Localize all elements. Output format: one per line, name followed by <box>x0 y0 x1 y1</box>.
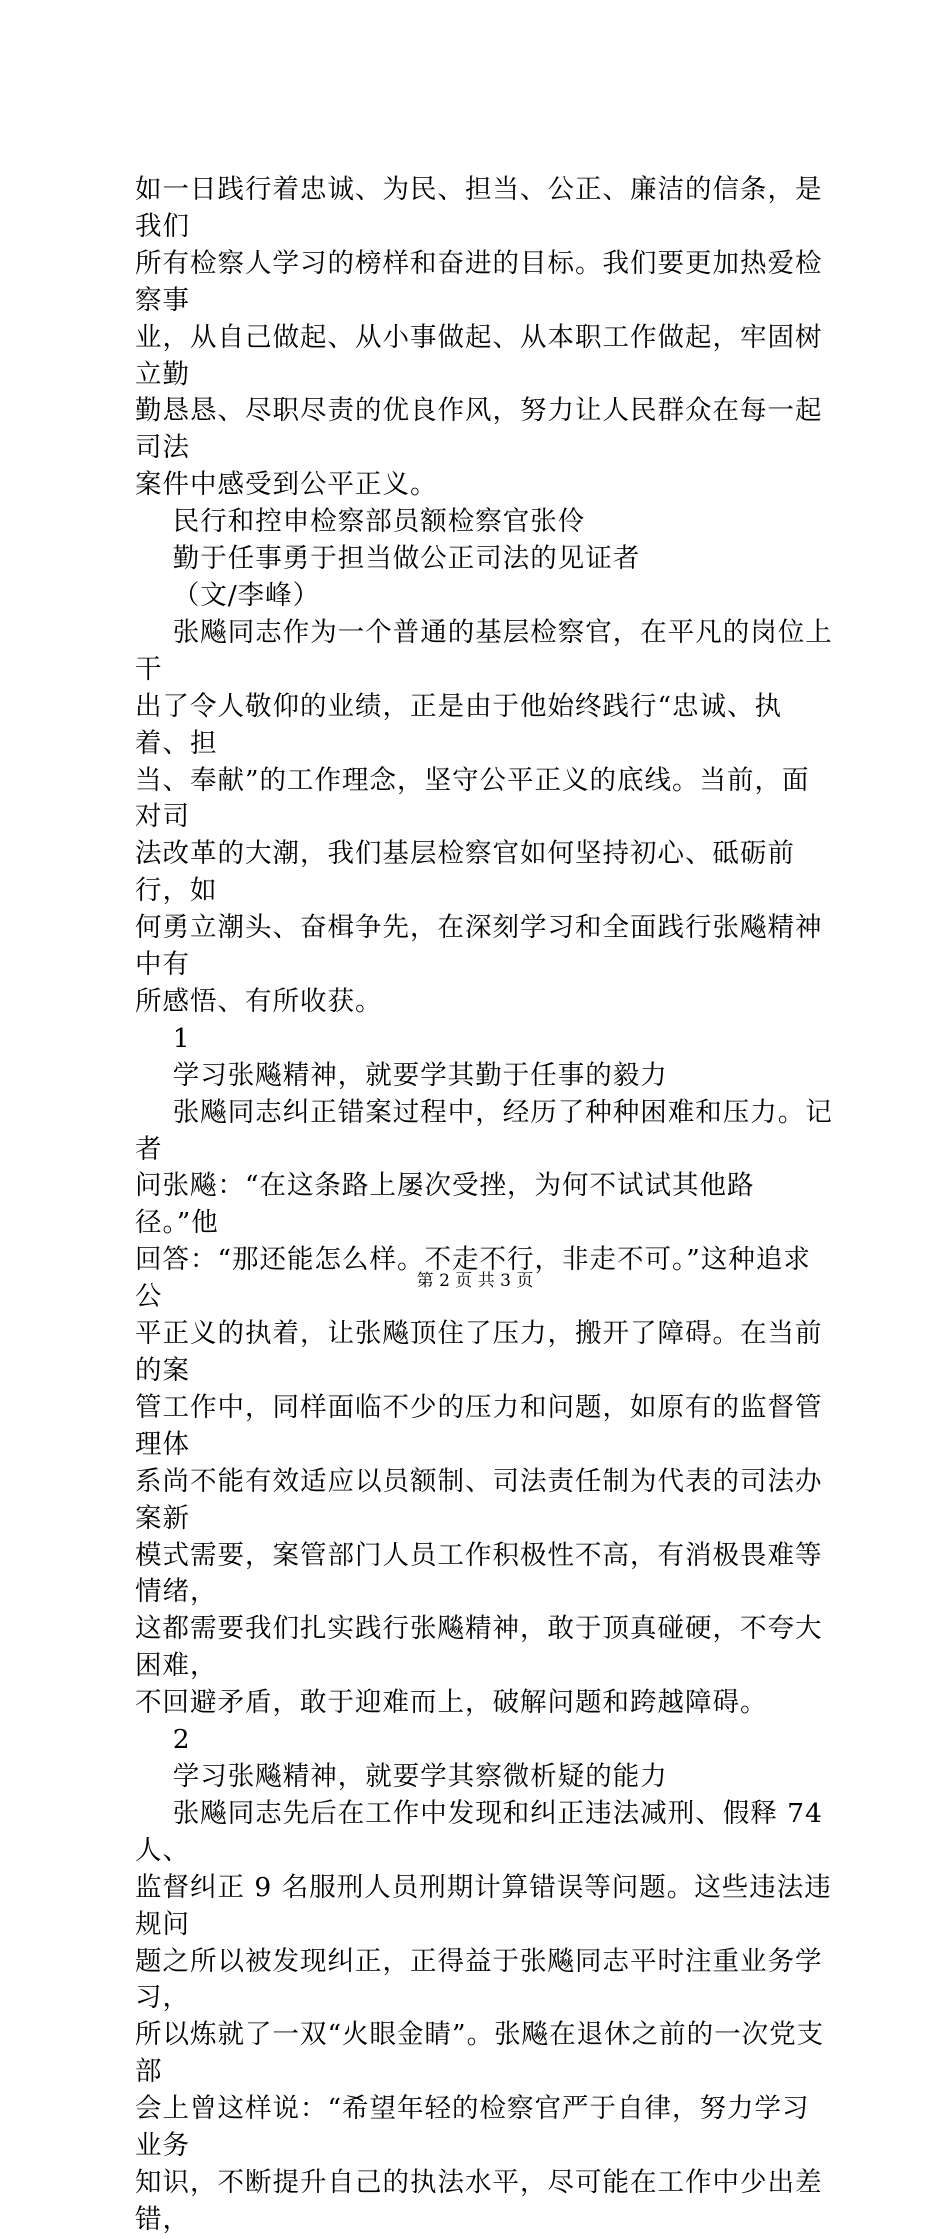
text-line: 管工作中，同样面临不少的压力和问题，如原有的监督管理体 <box>135 1391 823 1460</box>
text-line: 民行和控申检察部员额检察官张伶 <box>135 506 586 538</box>
text-line: 题之所以被发现纠正，正得益于张飚同志平时注重业务学习， <box>135 1945 823 2014</box>
text-line: 学习张飚精神，就要学其勤于任事的毅力 <box>135 1059 668 1091</box>
text-line: 张飚同志先后在工作中发现和纠正违法减刑、假释 74 人、 <box>135 1797 833 1866</box>
text-line: 所以炼就了一双“火眼金睛”。张飚在退休之前的一次党支部 <box>135 2019 825 2088</box>
text-line: 问张飚：“在这条路上屡次受挫，为何不试试其他路径。”他 <box>135 1170 755 1239</box>
text-line: 所感悟、有所收获。 <box>135 985 383 1017</box>
text-line: 何勇立潮头、奋楫争先，在深刻学习和全面践行张飚精神中有 <box>135 912 823 981</box>
text-line: 模式需要，案管部门人员工作积极性不高，有消极畏难等情绪， <box>135 1539 823 1608</box>
text-line: 勤恳恳、尽职尽责的优良作风，努力让人民群众在每一起司法 <box>135 395 823 464</box>
text-line: 不回避矛盾，敢于迎难而上，破解问题和跨越障碍。 <box>135 1687 768 1719</box>
text-line: 知识，不断提升自己的执法水平，尽可能在工作中少出差错， <box>135 2166 823 2235</box>
text-line: 出了令人敬仰的业绩，正是由于他始终践行“忠诚、执着、担 <box>135 690 783 759</box>
text-line: 监督纠正 9 名服刑人员刑期计算错误等问题。这些违法违规问 <box>135 1871 832 1940</box>
text-line: 学习张飚精神，就要学其察微析疑的能力 <box>135 1760 668 1792</box>
text-line: 这都需要我们扎实践行张飚精神，敢于顶真碰硬，不夸大困难， <box>135 1613 823 1682</box>
text-line: 法改革的大潮，我们基层检察官如何坚持初心、砥砺前行，如 <box>135 838 795 907</box>
body-text <box>135 172 835 2239</box>
text-line: 当、奉献”的工作理念，坚守公平正义的底线。当前，面对司 <box>135 764 810 833</box>
text-line: 业，从自己做起、从小事做起、从本职工作做起，牢固树立勤 <box>135 321 823 390</box>
text-line: 勤于任事勇于担当做公正司法的见证者 <box>135 543 641 575</box>
text-line: 所有检察人学习的榜样和奋进的目标。我们要更加热爱检察事 <box>135 247 823 316</box>
text-line: 张飚同志纠正错案过程中，经历了种种困难和压力。记者 <box>135 1096 833 1165</box>
text-line: 系尚不能有效适应以员额制、司法责任制为代表的司法办案新 <box>135 1465 823 1534</box>
text-line: （文/李峰） <box>135 579 321 611</box>
page-footer: 第 2 页 共 3 页 <box>416 1271 534 1291</box>
text-line: 案件中感受到公平正义。 <box>135 469 438 501</box>
text-line: 会上曾这样说：“希望年轻的检察官严于自律，努力学习业务 <box>135 2093 810 2162</box>
text-line: 2 <box>135 1724 191 1756</box>
text-line: 如一日践行着忠诚、为民、担当、公正、廉洁的信条，是我们 <box>135 174 823 242</box>
text-line: 平正义的执着，让张飚顶住了压力，搬开了障碍。在当前的案 <box>135 1318 823 1386</box>
text-line: 1 <box>135 1022 191 1054</box>
text-line: 张飚同志作为一个普通的基层检察官，在平凡的岗位上干 <box>135 616 833 685</box>
text-line: 回答：“那还能怎么样。不走不行，非走不可。”这种追求公 <box>135 1244 811 1313</box>
